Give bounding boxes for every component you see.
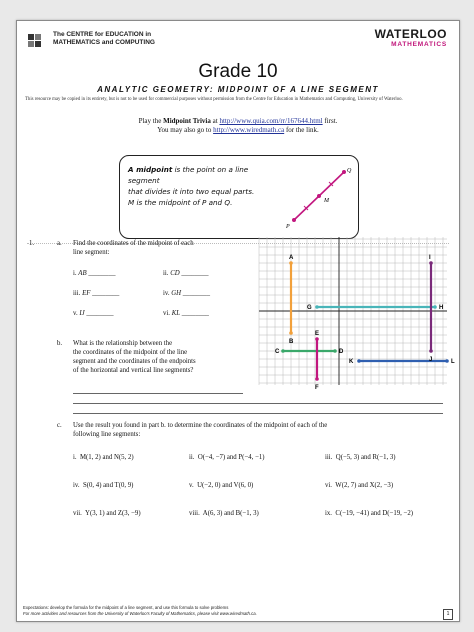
page-subtitle: ANALYTIC GEOMETRY: MIDPOINT OF A LINE SEGMENT [97, 85, 379, 94]
point-label-k: K [349, 359, 354, 365]
part-c-row-1 [73, 453, 453, 481]
coordinate-grid-graph [255, 233, 455, 391]
endpoint-b [289, 331, 293, 335]
endpoint-g [315, 305, 319, 309]
point-label-c: C [275, 349, 280, 355]
c-item-iii: iii. Q(−5, 3) and R(−1, 3) [325, 454, 396, 461]
part-a-line-2: line segment: [73, 249, 110, 256]
point-label-b: B [289, 339, 294, 345]
definition-line-3: M is the midpoint of P and Q. [128, 198, 233, 207]
item-ii: ii. CD ________ [163, 270, 209, 277]
label-q: Q [347, 168, 352, 174]
endpoint-k [357, 359, 361, 363]
cemc-logo-icon [27, 31, 47, 51]
brand-bottom: MATHEMATICS [391, 41, 447, 48]
part-c-letter: c. [57, 422, 62, 429]
part-a-items [73, 269, 253, 329]
play-suffix: first. [324, 117, 338, 125]
intro-instructions [17, 117, 459, 135]
waterloo-mathematics-logo [375, 27, 447, 48]
question-number: 1. [29, 240, 35, 247]
point-label-d: D [339, 349, 344, 355]
part-b-line-4: of the horizontal and vertical line segments? [73, 367, 194, 374]
c-item-iv: iv. S(0, 4) and T(0, 9) [73, 482, 134, 489]
label-p: P [286, 224, 290, 230]
definition-term: A midpoint [128, 165, 173, 174]
label-m: M [324, 198, 329, 204]
answer-line[interactable] [73, 413, 443, 414]
c-item-vi: vi. W(2, 7) and X(2, −3) [325, 482, 394, 489]
part-c-items [73, 453, 453, 537]
quia-link[interactable]: http://www.quia.com/rr/167644.html [219, 117, 323, 125]
item-iii: iii. EF ________ [73, 290, 120, 297]
c-item-ix: ix. C(−19, −41) and D(−19, −2) [325, 510, 414, 517]
brand-top: WATERLOO [374, 27, 447, 41]
play-mid: at [212, 117, 218, 125]
point-label-i: I [429, 255, 431, 261]
c-item-vii: vii. Y(3, 1) and Z(3, −9) [73, 510, 141, 517]
c-item-v: v. U(−2, 0) and V(6, 0) [189, 482, 254, 489]
definition-text [128, 164, 278, 208]
part-c-prompt [73, 421, 443, 439]
part-a-letter: a. [57, 240, 62, 247]
point-label-j: J [429, 357, 433, 363]
part-a-row-1 [73, 269, 253, 289]
part-a-line-1: Find the coordinates of the midpoint of each [73, 240, 194, 247]
endpoint-h [433, 305, 437, 309]
part-a-row-2 [73, 289, 253, 309]
page-number: 1 [443, 609, 453, 620]
page-footer [23, 605, 453, 616]
part-b-line-1: What is the relationship between the [73, 340, 173, 347]
endpoint-e [315, 337, 319, 341]
part-a-prompt [73, 239, 243, 257]
point-label-l: L [451, 359, 455, 365]
point-label-e: E [315, 331, 320, 337]
footer-more-resources: For more activities and resources from the University of Waterloo's Faculty of Mathematics, please visit www.wiredmath.ca. [23, 610, 257, 616]
part-c-row-2 [73, 481, 453, 509]
worksheet-page [16, 20, 460, 622]
part-a-row-3 [73, 309, 253, 329]
item-iv: iv. GH ________ [163, 290, 210, 297]
item-i: i. AB ________ [73, 270, 116, 277]
page-title: Grade 10 [198, 61, 278, 82]
part-b-letter: b. [57, 340, 63, 347]
part-b-line-2: the coordinates of the midpoint of the line [73, 349, 188, 356]
item-vi: vi. KL ________ [163, 310, 209, 317]
point-label-h: H [439, 305, 444, 311]
part-c-line-1: Use the result you found in part b. to determine the coordinates of the midpoint of each of the [73, 422, 328, 429]
part-b-prompt [73, 339, 249, 375]
definition-line-1: is the point on a line segment [128, 165, 249, 185]
play-prefix: Play the [138, 117, 162, 125]
point-label-a: A [289, 255, 294, 261]
copyright-notice: This resource may be copied in its entirety, but is not to be used for commercial purposes without permission from the Centre for Education in Mathematics and Computing, University of Waterloo. [25, 97, 403, 102]
endpoint-l [445, 359, 449, 363]
endpoint-i [429, 261, 433, 265]
point-label-g: G [307, 305, 312, 311]
midpoint-definition-box [119, 155, 359, 239]
footer-expectations: Expectations: develop the formula for the midpoint of a line segment, and use this formula to solve problems [23, 605, 229, 610]
item-v: v. IJ ________ [73, 310, 114, 317]
part-b-line-3: segment and the coordinates of the endpoints [73, 358, 196, 365]
play-game-name: Midpoint Trivia [163, 117, 211, 125]
endpoint-a [289, 261, 293, 265]
endpoint-d [333, 349, 337, 353]
part-c-line-2: following line segments: [73, 431, 141, 438]
also-suffix: for the link. [285, 126, 319, 134]
endpoint-f [315, 377, 319, 381]
endpoint-j [429, 349, 433, 353]
c-item-ii: ii. O(−4, −7) and P(−4, −1) [189, 454, 265, 461]
cemc-org-name [53, 31, 203, 47]
c-item-i: i. M(1, 2) and N(5, 2) [73, 454, 134, 461]
definition-line-2: that divides it into two equal parts. [128, 187, 255, 196]
org-line-1: The CENTRE for EDUCATION in [53, 31, 152, 38]
part-c-row-3 [73, 509, 453, 537]
point-label-f: F [315, 385, 319, 391]
wiredmath-link[interactable]: http://www.wiredmath.ca [213, 126, 285, 134]
endpoint-c [281, 349, 285, 353]
midpoint-diagram [286, 162, 356, 232]
answer-line[interactable] [73, 393, 243, 394]
org-line-2: MATHEMATICS and COMPUTING [53, 39, 155, 46]
c-item-viii: viii. A(6, 3) and B(−1, 3) [189, 510, 259, 517]
also-prefix: You may also go to [157, 126, 212, 134]
answer-line[interactable] [73, 403, 443, 404]
